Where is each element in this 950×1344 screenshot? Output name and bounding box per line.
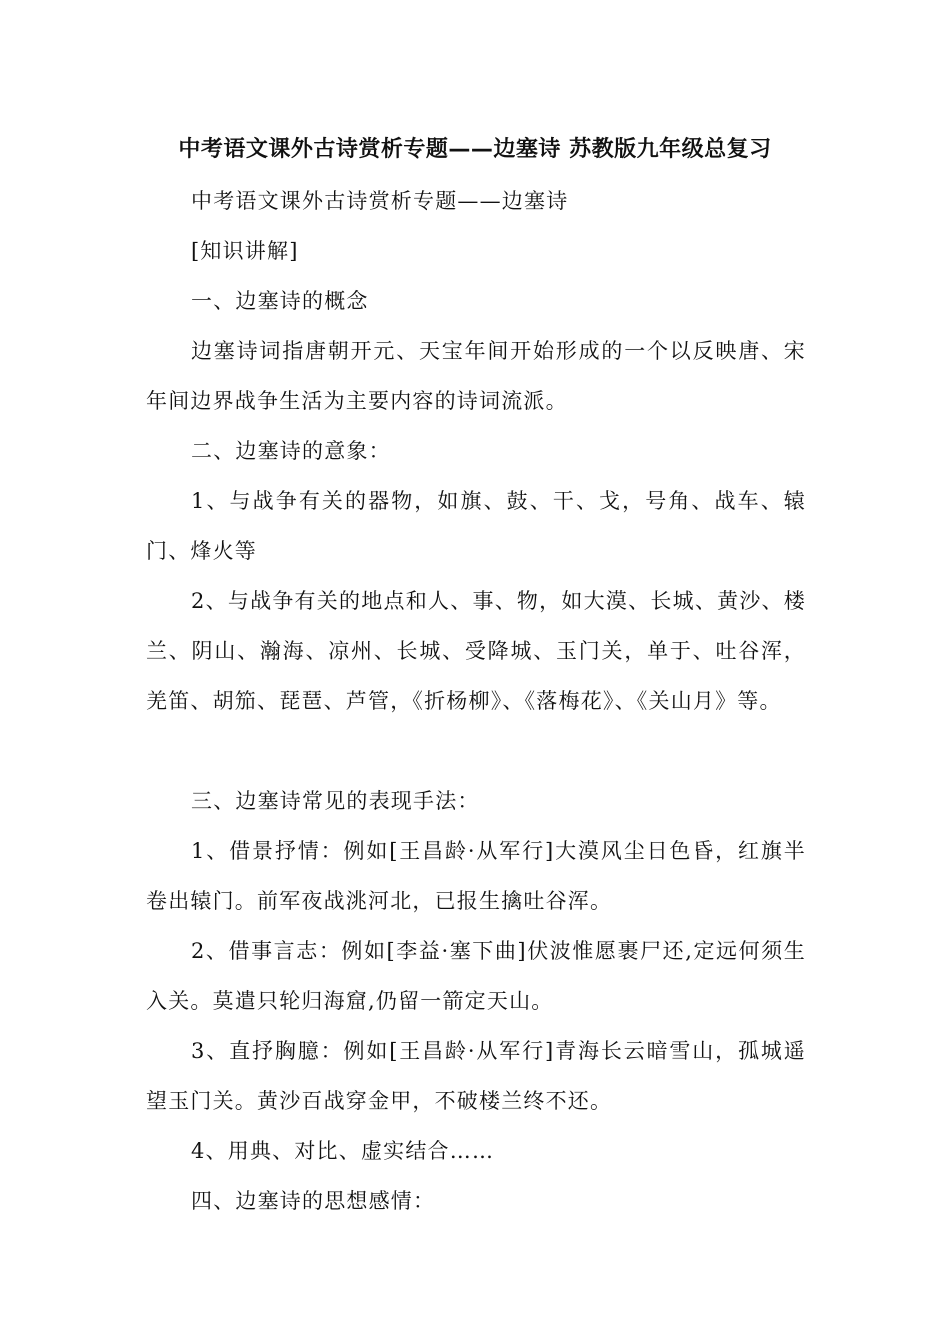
paragraph-technique-3: 3、直抒胸臆：例如[王昌龄·从军行]青海长云暗雪山，孤城遥望玉门关。黄沙百战穿金甲，不破楼兰终不还。 xyxy=(146,1039,806,1113)
paragraph-technique-2: 2、借事言志：例如[李益·塞下曲]伏波惟愿裹尸还,定远何须生入关。莫遣只轮归海窟,仍留一箭定天山。 xyxy=(146,939,806,1013)
paragraph-technique-1: 1、借景抒情：例如[王昌龄·从军行]大漠风尘日色昏，红旗半卷出辕门。前军夜战洮河北，已报生擒吐谷浑。 xyxy=(146,839,806,913)
heading-imagery: 二、边塞诗的意象： xyxy=(191,439,391,463)
subtitle: 中考语文课外古诗赏析专题——边塞诗 xyxy=(191,189,569,213)
paragraph-technique-4: 4、用典、对比、虚实结合…… xyxy=(191,1139,495,1163)
paragraph-concept: 边塞诗词指唐朝开元、天宝年间开始形成的一个以反映唐、宋年间边界战争生活为主要内容的诗词流派。 xyxy=(146,339,806,413)
heading-techniques: 三、边塞诗常见的表现手法： xyxy=(191,789,480,813)
section-label-knowledge: [知识讲解] xyxy=(191,239,299,263)
paragraph-imagery-1: 1、与战争有关的器物，如旗、鼓、干、戈，号角、战车、辕门、烽火等 xyxy=(146,489,806,563)
heading-concept: 一、边塞诗的概念 xyxy=(191,289,369,313)
paragraph-imagery-2: 2、与战争有关的地点和人、事、物，如大漠、长城、黄沙、楼兰、阴山、瀚海、凉州、长城、受降城、玉门关，单于、吐谷浑，羌笛、胡笳、琵琶、芦管，《折杨柳》、《落梅花》、《关山月》等。 xyxy=(146,589,806,713)
heading-emotions: 四、边塞诗的思想感情： xyxy=(191,1189,436,1213)
document-title: 中考语文课外古诗赏析专题——边塞诗 苏教版九年级总复习 xyxy=(178,137,772,162)
